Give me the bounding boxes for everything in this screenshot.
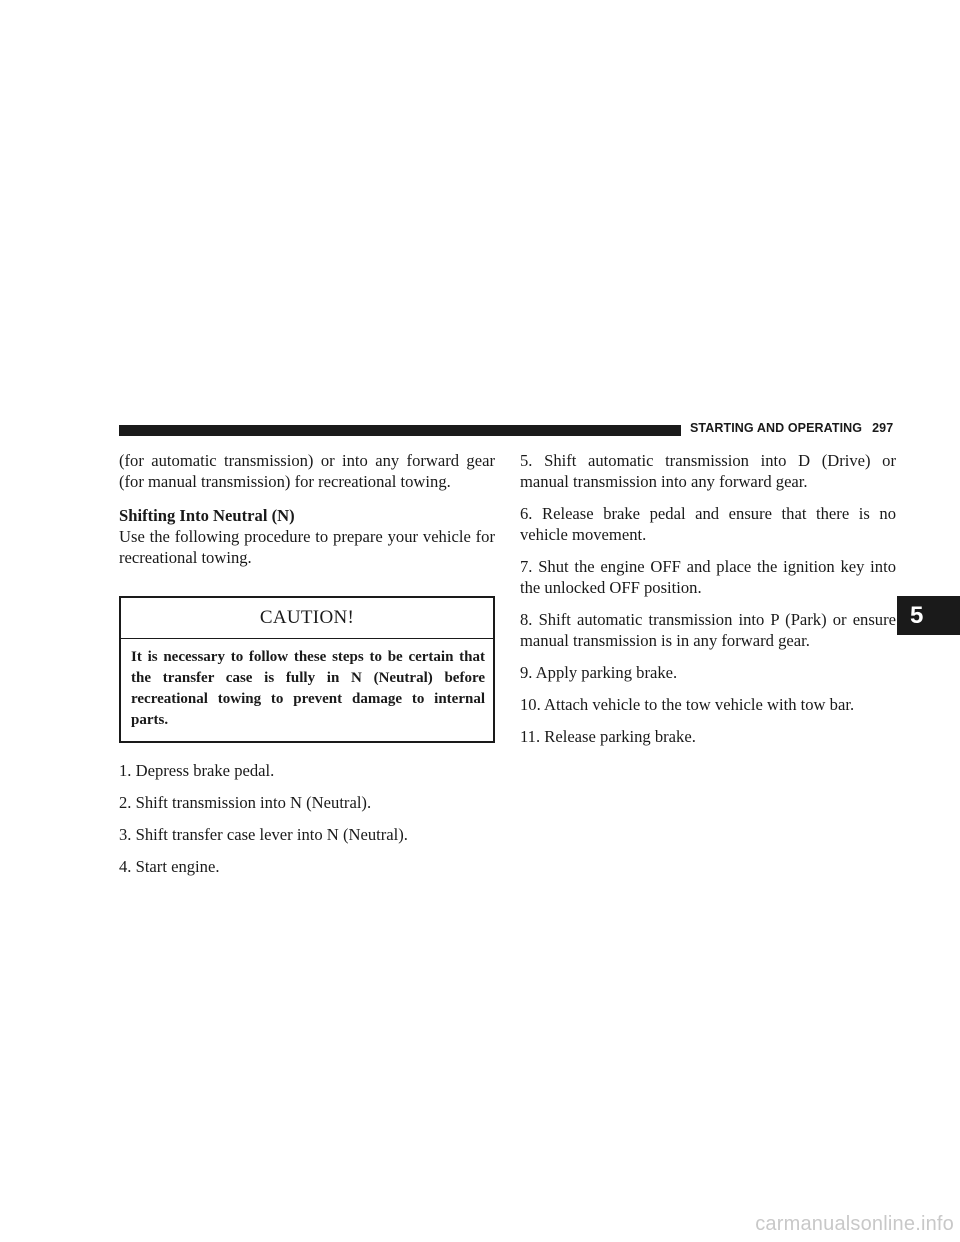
page-number: 297 [872, 421, 894, 435]
step-item: 3. Shift transfer case lever into N (Neutral). [119, 825, 408, 844]
intro-paragraph: Use the following procedure to prepare your vehicle for recreational towing. [119, 527, 495, 567]
step-item: 11. Release parking brake. [520, 727, 696, 746]
caution-body: It is necessary to follow these steps to be certain that the transfer case is fully in N (Neutral) before recreational towing to prevent damage to internal parts. [131, 649, 485, 728]
step-item: 9. Apply parking brake. [520, 663, 678, 682]
right-column [520, 450, 896, 758]
caution-box [119, 596, 495, 743]
step-item: 4. Start engine. [119, 857, 220, 876]
step-item: 5. Shift automatic transmission into D (Drive) or manual transmission into any forward gear. [520, 451, 896, 491]
step-item: 7. Shut the engine OFF and place the ignition key into the unlocked OFF position. [520, 557, 896, 597]
step-item: 8. Shift automatic transmission into P (Park) or ensure manual transmission is in any forward gear. [520, 610, 896, 650]
step-item: 2. Shift transmission into N (Neutral). [119, 793, 372, 812]
continuation-paragraph: (for automatic transmission) or into any forward gear (for manual transmission) for recreational towing. [119, 451, 495, 491]
chapter-tab: 5 [897, 596, 960, 635]
watermark: carmanualsonline.info [755, 1213, 954, 1235]
step-item: 6. Release brake pedal and ensure that there is no vehicle movement. [520, 504, 896, 544]
caution-title: CAUTION! [121, 598, 493, 639]
section-title: STARTING AND OPERATING [690, 421, 863, 435]
step-item: 10. Attach vehicle to the tow vehicle with tow bar. [520, 695, 855, 714]
left-column [119, 450, 495, 888]
section-heading: Shifting Into Neutral (N) [119, 506, 295, 525]
running-header [690, 421, 893, 435]
header-rule [119, 425, 681, 436]
step-item: 1. Depress brake pedal. [119, 761, 275, 780]
